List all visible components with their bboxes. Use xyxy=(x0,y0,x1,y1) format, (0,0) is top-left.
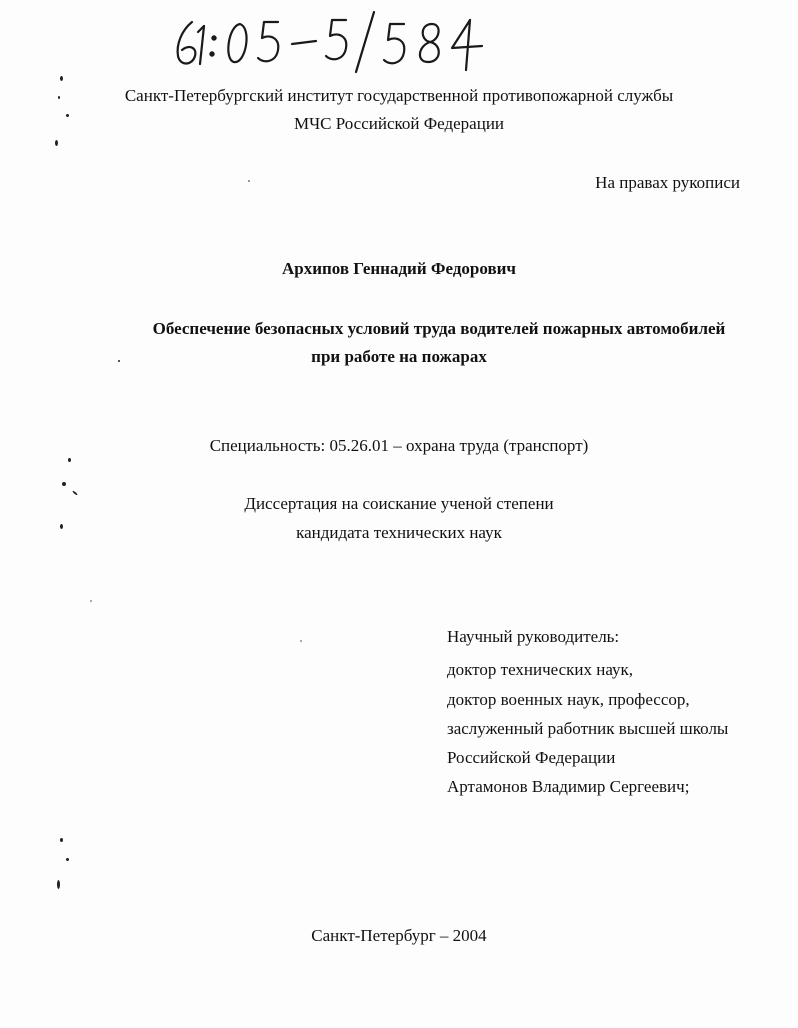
scan-speck xyxy=(58,96,60,99)
title-line1: Обеспечение безопасных условий труда водителей пожарных автомобилей xyxy=(152,319,726,338)
scan-speck xyxy=(60,524,63,529)
scan-speck xyxy=(60,838,63,842)
scan-speck xyxy=(118,360,120,362)
city-year: Санкт-Петербург – 2004 xyxy=(311,926,487,945)
scan-speck xyxy=(60,76,63,81)
supervisor-line: заслуженный работник высшей школы xyxy=(447,719,729,738)
scan-speck xyxy=(300,640,302,642)
supervisor-line: Российской Федерации xyxy=(447,748,616,767)
specialty-line: Специальность: 05.26.01 – охрана труда (транспорт) xyxy=(209,436,589,455)
scan-speck xyxy=(90,600,92,602)
dissertation-line1: Диссертация на соискание ученой степени xyxy=(244,494,554,513)
scan-speck xyxy=(62,482,66,486)
scan-speck xyxy=(68,458,71,462)
manuscript-note: На правах рукописи xyxy=(595,173,740,192)
scan-speck xyxy=(66,858,69,861)
institution-line1: Санкт-Петербургский институт государственной противопожарной службы xyxy=(124,86,674,105)
scan-speck xyxy=(248,180,250,182)
scan-speck xyxy=(57,880,60,889)
supervisor-line: доктор технических наук, xyxy=(447,660,634,679)
scan-speck xyxy=(55,140,58,146)
scan-speck xyxy=(66,114,69,117)
institution-line2: МЧС Российской Федерации xyxy=(293,114,505,133)
dissertation-line2: кандидата технических наук xyxy=(296,523,502,542)
supervisor-heading: Научный руководитель: xyxy=(447,627,620,646)
title-line2: при работе на пожарах xyxy=(311,347,487,366)
handwritten-archive-code xyxy=(170,8,490,74)
supervisor-line: доктор военных наук, профессор, xyxy=(447,690,690,709)
supervisor-name: Артамонов Владимир Сергеевич; xyxy=(447,777,690,796)
author-name: Архипов Геннадий Федорович xyxy=(281,259,517,278)
